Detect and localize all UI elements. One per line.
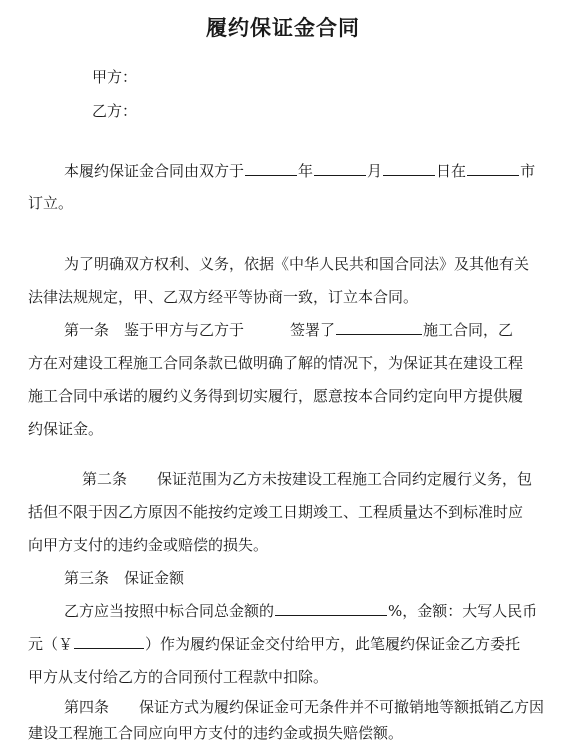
year-label: 年 [298,162,314,180]
article-3-line-1 [64,600,537,621]
article-4-line-1: 第四条 保证方式为履约保证金可无条件并不可撤销地等额抵销乙方因 [64,698,545,716]
day-blank [383,161,435,176]
article-4-line-2: 建设工程施工合同应向甲方支付的违约金或损失赔偿额。 [28,724,404,742]
article-1-part-1: 第一条 鉴于甲方与乙方于 [64,321,245,339]
city-blank [467,161,519,176]
month-blank [314,161,366,176]
article-3-line-3: 甲方从支付给乙方的合同预付工程款中扣除。 [28,668,329,686]
article-2-line-3: 向甲方支付的违约金或赔偿的损失。 [28,536,269,554]
article-3-line-2-b: ）作为履约保证金交付给甲方，此笔履约保证金乙方委托 [145,635,521,653]
day-at-label: 日在 [436,162,467,180]
percentage-blank [275,601,387,616]
year-blank [245,161,297,176]
article-2-line-1: 第二条 保证范围为乙方未按建设工程施工合同约定履行义务，包 [82,470,533,488]
party-b-label: 乙方： [92,102,138,120]
article-1-line-4: 约保证金。 [28,420,104,438]
party-a-label: 甲方： [92,68,138,86]
article-3-line-1-b: %，金额：大写人民币 [388,602,538,620]
article-3-line-2-a: 元（￥ [28,635,74,653]
article-1-part-2: 签署了 [290,321,336,339]
preamble-line-2: 法律法规规定，甲、乙双方经平等协商一致，订立本合同。 [28,288,419,306]
intro-line-1 [64,160,535,181]
contract-name-blank [336,320,422,335]
article-3-line-2 [28,633,520,654]
city-label: 市 [520,162,536,180]
article-1-line-3: 施工合同中承诺的履约义务得到切实履行，愿意按本合同约定向甲方提供履 [28,387,524,405]
month-label: 月 [367,162,383,180]
article-1-line-1 [64,319,513,340]
intro-line-2: 订立。 [28,194,74,212]
amount-blank [74,634,144,649]
article-1-line-2: 方在对建设工程施工合同条款已做明确了解的情况下，为保证其在建设工程 [28,354,524,372]
article-1-part-3: 施工合同，乙 [423,321,514,339]
article-3-heading: 第三条 保证金额 [64,569,185,587]
article-2-line-2: 括但不限于因乙方原因不能按约定竣工日期竣工、工程质量达不到标准时应 [28,503,524,521]
article-3-line-1-a: 乙方应当按照中标合同总金额的 [64,602,275,620]
intro-prefix: 本履约保证金合同由双方于 [64,162,245,180]
document-title: 履约保证金合同 [206,16,360,40]
preamble-line-1: 为了明确双方权利、义务，依据《中华人民共和国合同法》及其他有关 [64,255,530,273]
